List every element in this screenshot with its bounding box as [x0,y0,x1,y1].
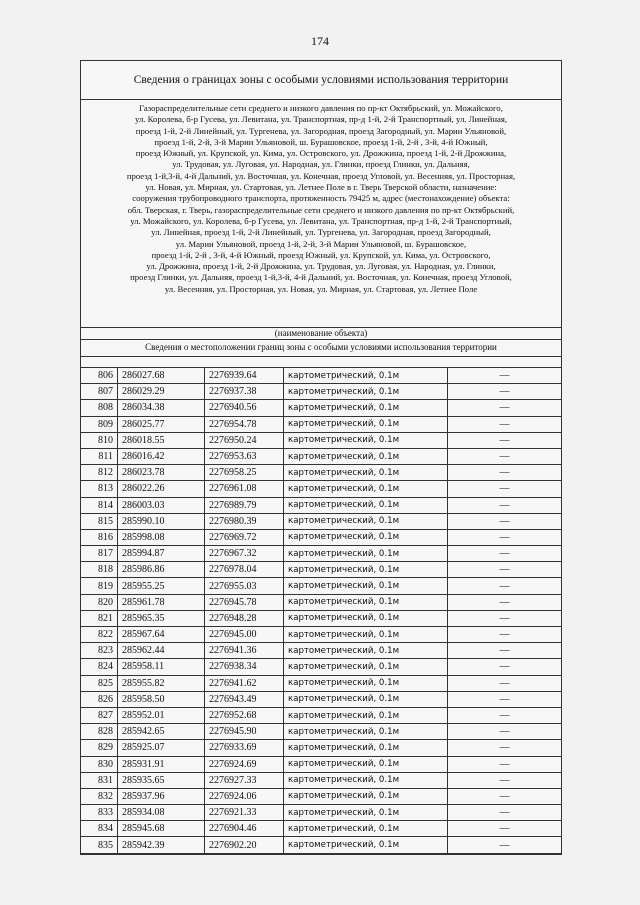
coord-x: 285945.68 [118,821,205,837]
point-number: 829 [81,740,118,756]
coord-x: 285967.64 [118,627,205,643]
coord-x: 285931.91 [118,756,205,772]
coord-x: 285942.65 [118,724,205,740]
method-cell: картометрический, 0.1м [284,578,448,594]
table-row [81,837,561,853]
coord-y: 2276941.62 [205,675,284,691]
table-row [81,529,561,545]
method-cell: картометрический, 0.1м [284,675,448,691]
point-number: 817 [81,546,118,562]
coord-y: 2276950.24 [205,432,284,448]
section-title: Сведения о местоположении границ зоны с особыми условиями использования территории [81,340,561,357]
coord-y: 2276969.72 [205,529,284,545]
description-line: ул. Весенняя, ул. Просторная, ул. Новая, ул. Мирная, ул. Стартовая, ул. Летнее Поле [164,283,478,294]
description-line: проезд Южный, ул. Крупской, ул. Кима, ул. Островского, ул. Дрожжина, проезд 1-й, 2-й Дрожжина, [135,148,507,159]
table-row [81,562,561,578]
coord-x: 285958.11 [118,659,205,675]
table-row [81,432,561,448]
coord-x: 285962.44 [118,643,205,659]
point-number: 818 [81,562,118,578]
table-row [81,610,561,626]
coord-y: 2276945.78 [205,594,284,610]
description-cell: — [448,416,562,432]
point-number: 825 [81,675,118,691]
coord-y: 2276902.20 [205,837,284,853]
point-number: 811 [81,448,118,464]
method-cell: картометрический, 0.1м [284,707,448,723]
method-cell: картометрический, 0.1м [284,691,448,707]
coord-x: 286022.26 [118,481,205,497]
object-description [81,100,561,327]
coord-y: 2276939.64 [205,368,284,384]
table-row [81,788,561,804]
point-number: 832 [81,788,118,804]
method-cell: картометрический, 0.1м [284,643,448,659]
coord-x: 285935.65 [118,772,205,788]
point-number: 822 [81,627,118,643]
method-cell: картометрический, 0.1м [284,724,448,740]
table-row [81,643,561,659]
point-number: 821 [81,610,118,626]
coord-x: 285965.35 [118,610,205,626]
table-row [81,707,561,723]
point-number: 813 [81,481,118,497]
method-cell: картометрический, 0.1м [284,627,448,643]
method-cell: картометрический, 0.1м [284,546,448,562]
point-number: 833 [81,805,118,821]
table-row [81,740,561,756]
table-row [81,546,561,562]
method-cell: картометрический, 0.1м [284,805,448,821]
point-number: 834 [81,821,118,837]
description-cell: — [448,772,562,788]
description-cell: — [448,805,562,821]
description-cell: — [448,610,562,626]
object-caption: (наименование объекта) [81,327,561,340]
method-cell: картометрический, 0.1м [284,448,448,464]
point-number: 819 [81,578,118,594]
description-cell: — [448,562,562,578]
method-cell: картометрический, 0.1м [284,594,448,610]
coord-x: 286027.68 [118,368,205,384]
description-cell: — [448,821,562,837]
document-frame [80,60,562,855]
description-cell: — [448,627,562,643]
table-row [81,675,561,691]
point-number: 809 [81,416,118,432]
coord-y: 2276940.56 [205,400,284,416]
coord-x: 285955.82 [118,675,205,691]
method-cell: картометрический, 0.1м [284,465,448,481]
page-number: 174 [311,34,329,48]
point-number: 823 [81,643,118,659]
description-cell: — [448,788,562,804]
table-row [81,627,561,643]
method-cell: картометрический, 0.1м [284,740,448,756]
coord-y: 2276961.08 [205,481,284,497]
description-cell: — [448,481,562,497]
coord-y: 2276904.46 [205,821,284,837]
table-row [81,772,561,788]
description-cell: — [448,707,562,723]
coord-y: 2276958.25 [205,465,284,481]
point-number: 815 [81,513,118,529]
description-line: Газораспределительные сети среднего и низкого давления по пр-кт Октябрьский, ул. Можайского, [139,103,503,113]
description-line: обл. Тверская, г. Тверь, газораспределительные сети среднего и низкого давления по пр-кт Октябрьский, [127,204,515,215]
coord-y: 2276938.34 [205,659,284,675]
coord-x: 285942.39 [118,837,205,853]
description-line: ул. Дрожжина, проезд 1-й, 2-й Дрожжина, ул. Трудовая, ул. Луговая, ул. Народная, ул. Глинки, [146,261,496,272]
coord-x: 286029.29 [118,384,205,400]
description-cell: — [448,546,562,562]
description-cell: — [448,756,562,772]
coord-x: 286016.42 [118,448,205,464]
description-cell: — [448,513,562,529]
method-cell: картометрический, 0.1м [284,562,448,578]
point-number: 824 [81,659,118,675]
description-cell: — [448,675,562,691]
description-cell: — [448,740,562,756]
point-number: 806 [81,368,118,384]
table-row [81,821,561,837]
table-row [81,384,561,400]
table-row [81,513,561,529]
method-cell: картометрический, 0.1м [284,772,448,788]
table-row [81,756,561,772]
table-row [81,481,561,497]
description-line: проезд 1-й, 2-й, 3-й Марии Ульяновой, ш. Бурашовское, проезд 1-й, 2-й , 3-й, 4-й Южный, [154,136,488,147]
table-row [81,805,561,821]
table-row [81,368,561,384]
point-number: 807 [81,384,118,400]
description-line: проезд Глинки, ул. Дальняя, проезд 1-й,3-й, 4-й Дальний, ул. Восточная, ул. Конечная, проезд Угловой, [130,272,512,283]
coord-x: 286018.55 [118,432,205,448]
description-line: ул. Линейная, проезд 1-й, 2-й Линейный, ул. Тургенева, ул. Загородная, проезд Загородный, [151,227,491,238]
coord-x: 285994.87 [118,546,205,562]
point-number: 830 [81,756,118,772]
description-line: проезд 1-й, 2-й Линейный, ул. Тургенева, ул. Загородная, проезд Загородный, ул. Марии Ульяновой, [135,125,507,136]
description-line: проезд 1-й,3-й, 4-й Дальний, ул. Восточная, ул. Конечная, проезд Угловой, ул. Весенняя, ул. Просторная, [126,170,516,181]
description-cell: — [448,432,562,448]
coord-y: 2276937.38 [205,384,284,400]
coord-y: 2276948.28 [205,610,284,626]
method-cell: картометрический, 0.1м [284,400,448,416]
description-line: ул. Можайского, ул. Королева, б-р Гусева, ул. Левитана, ул. Транспортная, пр-д 1-й, 2-й Транспортный, [130,215,512,226]
document-title: Сведения о границах зоны с особыми условиями использования территории [81,61,561,100]
method-cell: картометрический, 0.1м [284,497,448,513]
description-line: сооружения трубопроводного транспорта, протяженность 79425 м, адрес (местонахождение) объекта: [132,193,510,204]
description-line: ул. Королева, б-р Гусева, ул. Левитана, ул. Транспортная, пр-д 1-й, 2-й Транспортный, ул. Линейная, [135,114,507,125]
method-cell: картометрический, 0.1м [284,610,448,626]
coord-x: 285986.86 [118,562,205,578]
description-cell: — [448,724,562,740]
coord-x: 285961.78 [118,594,205,610]
coord-y: 2276924.06 [205,788,284,804]
coord-x: 286034.38 [118,400,205,416]
description-cell: — [448,837,562,853]
coord-x: 285937.96 [118,788,205,804]
table-row [81,724,561,740]
description-cell: — [448,594,562,610]
coord-x: 285990.10 [118,513,205,529]
coord-x: 285998.08 [118,529,205,545]
point-number: 831 [81,772,118,788]
table-row [81,448,561,464]
coord-y: 2276941.36 [205,643,284,659]
description-cell: — [448,529,562,545]
point-number: 808 [81,400,118,416]
coord-y: 2276921.33 [205,805,284,821]
description-line: проезд 1-й, 2-й , 3-й, 4-й Южный, проезд Южный, ул. Крупской, ул. Кима, ул. Островского, [151,249,491,260]
coord-x: 285955.25 [118,578,205,594]
description-line: ул. Новая, ул. Мирная, ул. Стартовая, ул. Летнее Поле в г. Тверь Тверской области, назначение: [145,182,497,193]
point-number: 814 [81,497,118,513]
method-cell: картометрический, 0.1м [284,432,448,448]
method-cell: картометрический, 0.1м [284,416,448,432]
coord-y: 2276954.78 [205,416,284,432]
method-cell: картометрический, 0.1м [284,368,448,384]
table-row [81,497,561,513]
coord-x: 285952.01 [118,707,205,723]
method-cell: картометрический, 0.1м [284,513,448,529]
description-cell: — [448,384,562,400]
description-cell: — [448,578,562,594]
description-cell: — [448,497,562,513]
table-row [81,594,561,610]
coord-y: 2276943.49 [205,691,284,707]
description-line: ул. Трудовая, ул. Луговая, ул. Народная, ул. Глинки, проезд Глинки, ул. Дальняя, [172,159,470,170]
method-cell: картометрический, 0.1м [284,821,448,837]
coord-y: 2276955.03 [205,578,284,594]
description-cell: — [448,400,562,416]
table-row [81,400,561,416]
method-cell: картометрический, 0.1м [284,837,448,853]
coord-x: 285934.08 [118,805,205,821]
coord-y: 2276967.32 [205,546,284,562]
method-cell: картометрический, 0.1м [284,481,448,497]
coord-y: 2276945.90 [205,724,284,740]
coord-y: 2276945.00 [205,627,284,643]
description-cell: — [448,448,562,464]
description-cell: — [448,368,562,384]
coord-y: 2276980.39 [205,513,284,529]
description-cell: — [448,659,562,675]
coordinates-table [81,368,561,854]
coord-y: 2276953.63 [205,448,284,464]
description-cell: — [448,465,562,481]
description-cell: — [448,691,562,707]
point-number: 820 [81,594,118,610]
description-cell: — [448,643,562,659]
point-number: 826 [81,691,118,707]
coord-y: 2276978.04 [205,562,284,578]
coord-x: 286025.77 [118,416,205,432]
point-number: 835 [81,837,118,853]
coord-y: 2276927.33 [205,772,284,788]
point-number: 812 [81,465,118,481]
method-cell: картометрический, 0.1м [284,529,448,545]
point-number: 828 [81,724,118,740]
method-cell: картометрический, 0.1м [284,384,448,400]
point-number: 810 [81,432,118,448]
coord-x: 285925.07 [118,740,205,756]
table-row [81,691,561,707]
coord-x: 286023.78 [118,465,205,481]
method-cell: картометрический, 0.1м [284,756,448,772]
coord-y: 2276952.68 [205,707,284,723]
method-cell: картометрический, 0.1м [284,788,448,804]
coord-y: 2276924.69 [205,756,284,772]
table-row [81,465,561,481]
point-number: 816 [81,529,118,545]
coord-x: 286003.03 [118,497,205,513]
table-row [81,416,561,432]
point-number: 827 [81,707,118,723]
description-line: ул. Марии Ульяновой, проезд 1-й, 2-й, 3-й Марии Ульяновой, ш. Бурашовское, [175,238,467,249]
table-row [81,659,561,675]
method-cell: картометрический, 0.1м [284,659,448,675]
table-header-spacer [81,357,561,368]
coord-x: 285958.50 [118,691,205,707]
coord-y: 2276933.69 [205,740,284,756]
table-row [81,578,561,594]
coord-y: 2276989.79 [205,497,284,513]
